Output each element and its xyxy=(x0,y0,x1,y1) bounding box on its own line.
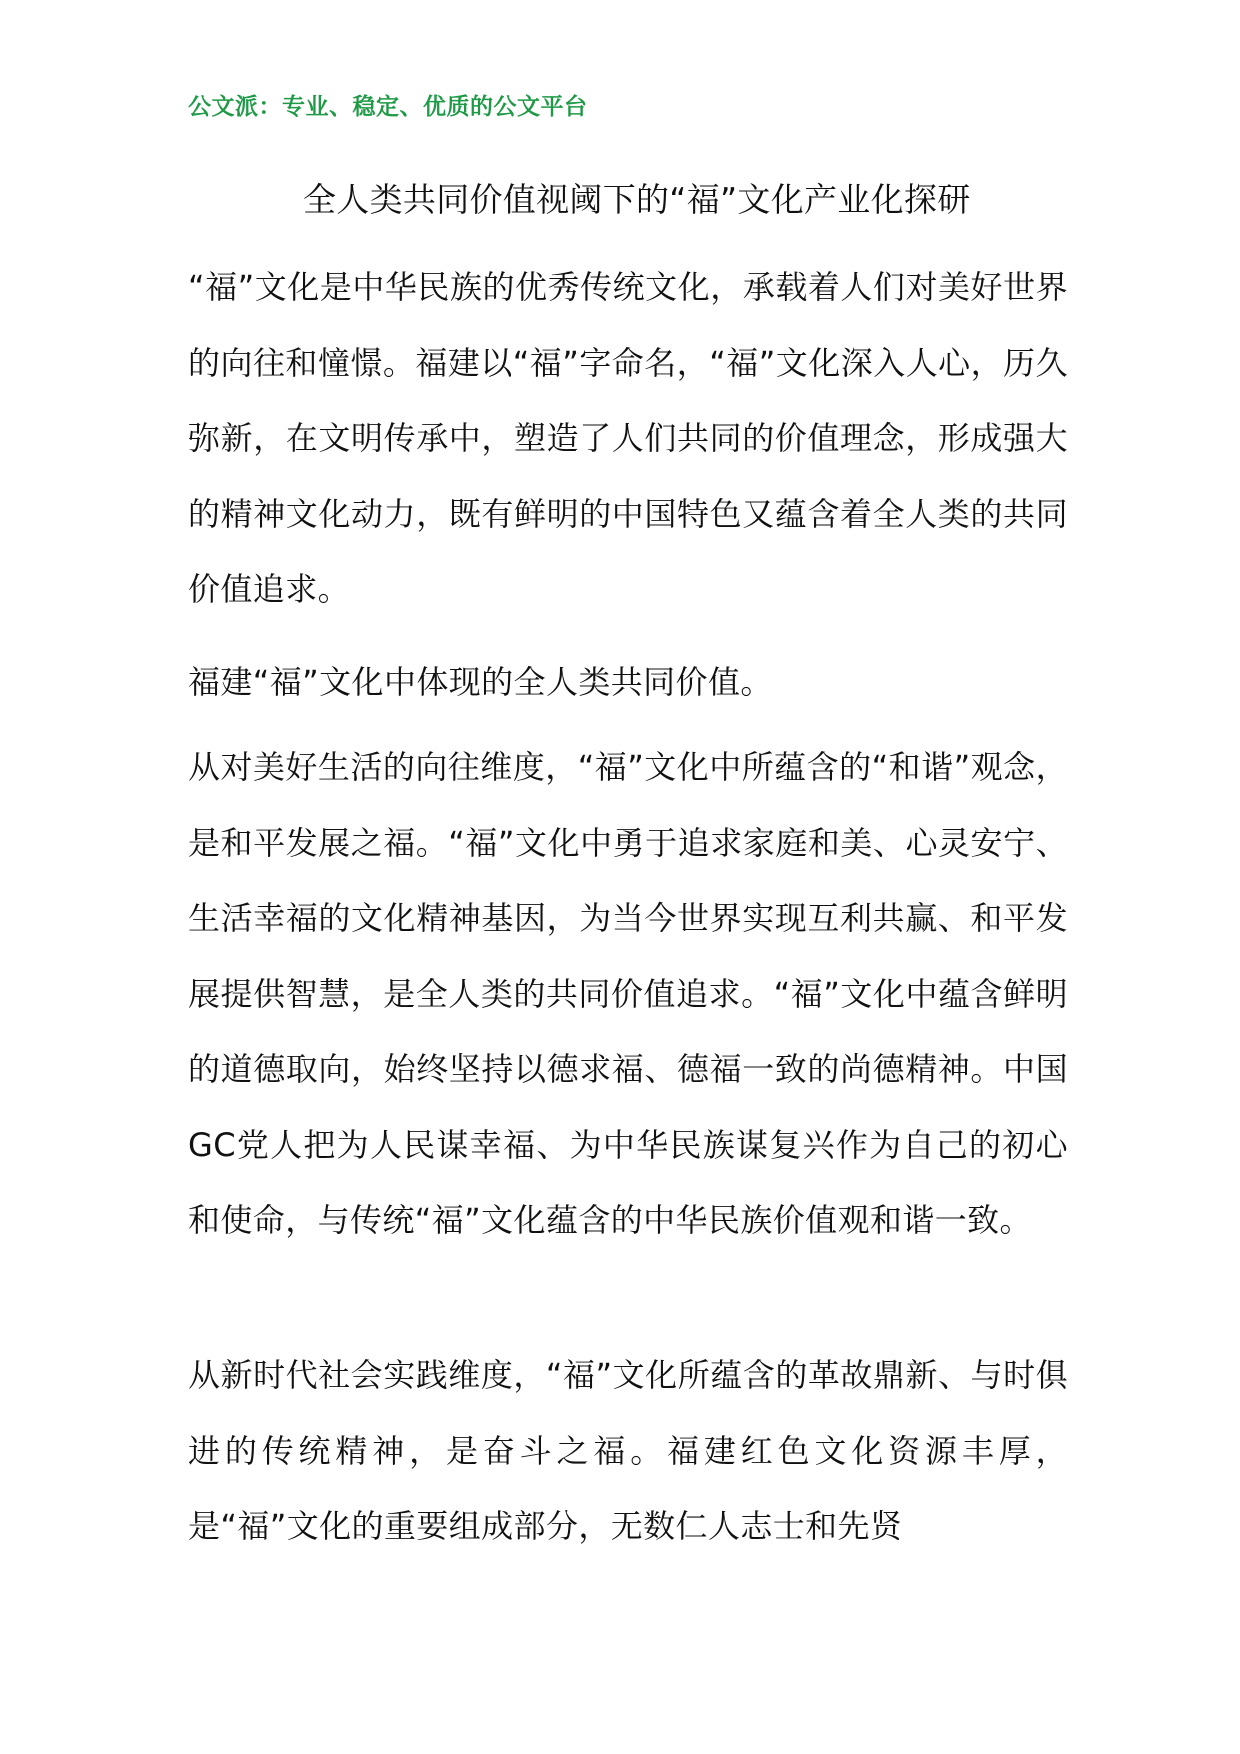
platform-tagline: 公文派：专业、稳定、优质的公文平台 xyxy=(188,94,588,120)
paragraph-intro: “福”文化是中华民族的优秀传统文化，承载着人们对美好世界的向往和憧憬。福建以“福”字命名，“福”文化深入人心，历久弥新，在文明传承中，塑造了人们共同的价值理念，形成强大的精神文化动力，既有鲜明的中国特色又蕴含着全人类的共同价值追求。 xyxy=(188,268,1068,608)
paragraph-new-era: 从新时代社会实践维度，“福”文化所蕴含的革故鼎新、与时俱进的传统精神，是奋斗之福。福建红色文化资源丰厚，是“福”文化的重要组成部分，无数仁人志士和先贤 xyxy=(188,1356,1068,1545)
paragraph-section-heading: 福建“福”文化中体现的全人类共同价值。 xyxy=(188,663,773,701)
paragraph-harmony: 从对美好生活的向往维度，“福”文化中所蕴含的“和谐”观念，是和平发展之福。“福”文化中勇于追求家庭和美、心灵安宁、生活幸福的文化精神基因，为当今世界实现互利共赢、和平发展提供智慧，是全人类的共同价值追求。“福”文化中蕴含鲜明的道德取向，始终坚持以德求福、德福一致的尚德精神。中国GC党人把为人民谋幸福、为中华民族谋复兴作为自己的初心和使命，与传统“福”文化蕴含的中华民族价值观和谐一致。 xyxy=(188,748,1068,1239)
document-title: 全人类共同价值视阈下的“福”文化产业化探研 xyxy=(303,180,971,219)
